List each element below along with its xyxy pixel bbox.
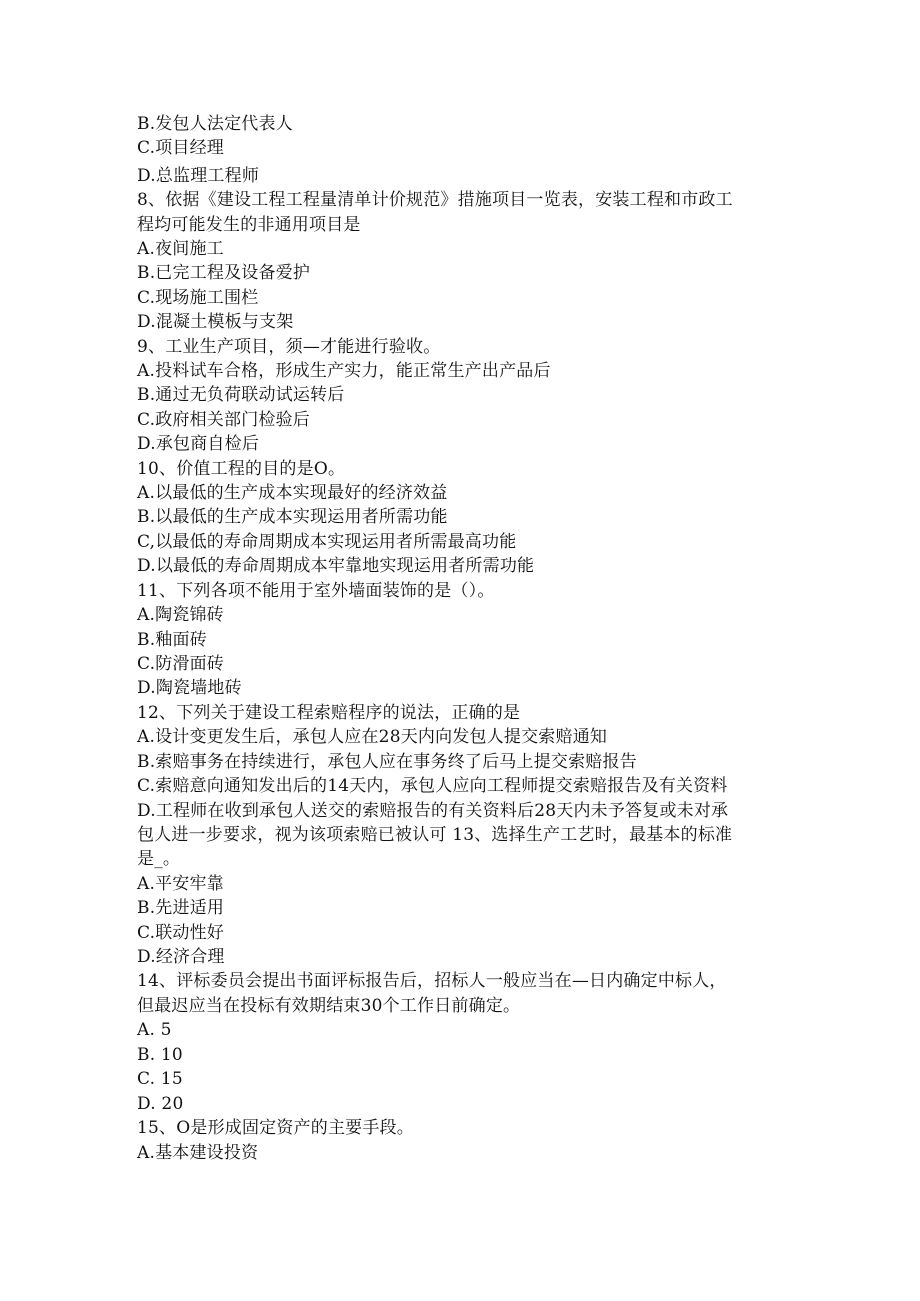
text-line: B. 10 <box>137 1045 183 1065</box>
text-line: D.陶瓷墙地砖 <box>137 678 242 698</box>
text-line: C.现场施工围栏 <box>137 288 259 308</box>
text-line: C.联动性好 <box>137 923 225 943</box>
text-line: A.设计变更发生后，承包人应在28天内向发包人提交索赔通知 <box>137 727 608 747</box>
text-line: 14、评标委员会提出书面评标报告后，招标人一般应当在—日内确定中标人， <box>137 971 727 991</box>
text-line: A.夜间施工 <box>137 239 224 259</box>
text-line: 包人进一步要求，视为该项索赔已被认可 13、选择生产工艺时，最基本的标准 <box>137 825 733 845</box>
text-line: B.以最低的生产成本实现运用者所需功能 <box>137 507 448 527</box>
text-line: D.混凝土模板与支架 <box>137 312 294 332</box>
text-line: A.投料试车合格，形成生产实力，能正常生产出产品后 <box>137 361 551 381</box>
text-line: D.总监理工程师 <box>137 166 260 186</box>
text-line: D.经济合理 <box>137 947 225 967</box>
text-line: A.陶瓷锦砖 <box>137 605 224 625</box>
text-line: A.基本建设投资 <box>137 1143 259 1163</box>
text-line: 10、价值工程的目的是O。 <box>137 459 346 479</box>
text-line: 15、O是形成固定资产的主要手段。 <box>137 1118 414 1138</box>
text-line: D.工程师在收到承包人送交的索赔报告的有关资料后28天内未予答复或未对承 <box>137 801 729 821</box>
text-line: C.防滑面砖 <box>137 654 225 674</box>
text-line: C.政府相关部门检验后 <box>137 410 311 430</box>
text-line: 12、下列关于建设工程索赔程序的说法，正确的是 <box>137 703 521 723</box>
text-line: B.先进适用 <box>137 898 225 918</box>
text-line: 但最迟应当在投标有效期结束30个工作日前确定。 <box>137 996 521 1016</box>
text-line: C.项目经理 <box>137 138 225 158</box>
text-line: B.发包人法定代表人 <box>137 114 293 134</box>
text-line: A. 5 <box>137 1020 172 1040</box>
text-line: 是_。 <box>137 849 181 869</box>
text-line: B.已完工程及设备爱护 <box>137 263 311 283</box>
text-line: D.承包商自检后 <box>137 434 260 454</box>
text-line: C. 15 <box>137 1069 183 1089</box>
text-line: 9、工业生产项目，须—才能进行验收。 <box>137 337 441 357</box>
text-line: D. 20 <box>137 1094 184 1114</box>
text-line: A.以最低的生产成本实现最好的经济效益 <box>137 483 448 503</box>
text-line: B.通过无负荷联动试运转后 <box>137 385 345 405</box>
text-line: C.索赔意向通知发出后的14天内，承包人应向工程师提交索赔报告及有关资料 <box>137 776 728 796</box>
text-line: 8、依据《建设工程工程量清单计价规范》措施项目一览表，安装工程和市政工 <box>137 190 733 210</box>
text-line: A.平安牢靠 <box>137 874 224 894</box>
text-line: B.釉面砖 <box>137 630 207 650</box>
text-line: C,以最低的寿命周期成本实现运用者所需最高功能 <box>137 532 517 552</box>
text-line: B.索赔事务在持续进行，承包人应在事务终了后马上提交索赔报告 <box>137 752 637 772</box>
text-line: 程均可能发生的非通用项目是 <box>137 215 361 235</box>
text-line: D.以最低的寿命周期成本牢靠地实现运用者所需功能 <box>137 556 535 576</box>
text-line: 11、下列各项不能用于室外墙面装饰的是（）。 <box>137 581 495 601</box>
